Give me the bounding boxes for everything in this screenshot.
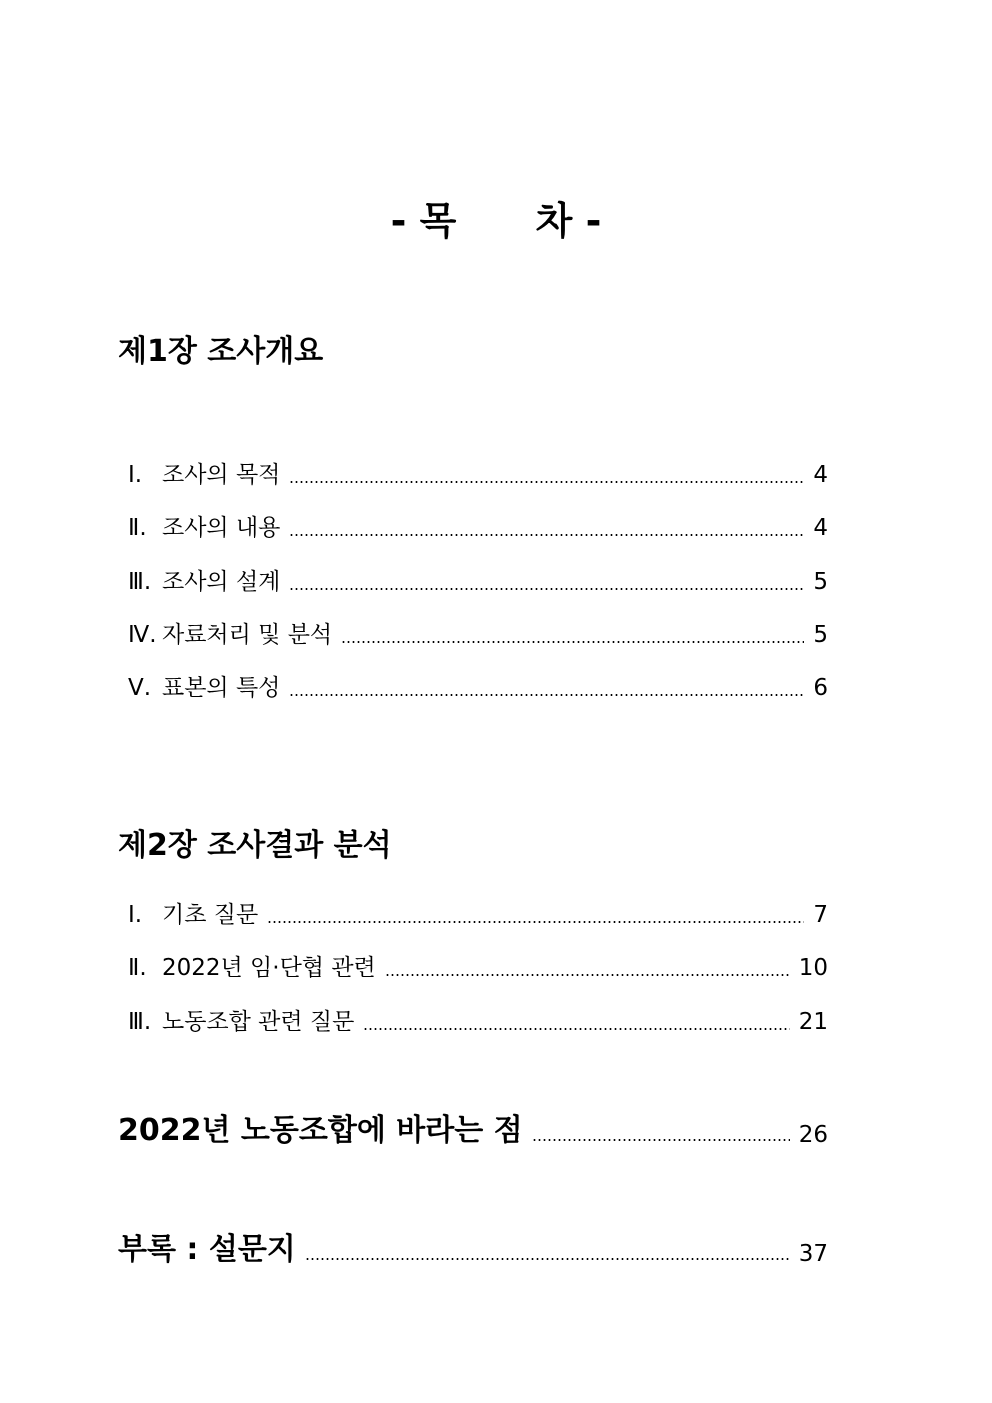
toc-entry-title: 노동조합 관련 질문 bbox=[162, 1009, 355, 1035]
toc-entry-label bbox=[118, 953, 376, 983]
dot-leader bbox=[363, 1028, 789, 1030]
toc-entry-page: 7 bbox=[813, 902, 828, 928]
dot-leader bbox=[289, 588, 804, 590]
toc-entry-2-1[interactable] bbox=[118, 890, 828, 930]
toc-entry-title: 2022년 노동조합에 바라는 점 bbox=[118, 1113, 523, 1148]
dot-leader bbox=[289, 694, 804, 696]
toc-entry-page: 4 bbox=[813, 462, 828, 488]
toc-entry-number: Ⅲ. bbox=[128, 569, 152, 595]
dot-leader bbox=[289, 534, 804, 536]
toc-entry-page: 6 bbox=[813, 675, 828, 701]
toc-entry-title: 자료처리 및 분석 bbox=[162, 622, 333, 648]
dot-leader bbox=[305, 1258, 790, 1260]
dot-leader bbox=[289, 481, 804, 483]
toc-entry-1-3[interactable] bbox=[118, 557, 828, 597]
toc-entry-page: 5 bbox=[813, 622, 828, 648]
dot-leader bbox=[341, 641, 804, 643]
dot-leader bbox=[532, 1139, 790, 1141]
toc-entry-label bbox=[118, 460, 280, 490]
toc-entry-2-3[interactable] bbox=[118, 997, 828, 1037]
toc-entry-title: 표본의 특성 bbox=[162, 675, 281, 701]
toc-entry-title: 기초 질문 bbox=[162, 902, 259, 928]
toc-entry-page: 21 bbox=[798, 1009, 828, 1035]
toc-entry-1-4[interactable] bbox=[118, 610, 828, 650]
toc-entry-number: Ⅰ. bbox=[128, 902, 143, 928]
toc-entry-page: 4 bbox=[813, 515, 828, 541]
toc-entry-appendix[interactable] bbox=[118, 1222, 828, 1270]
toc-entry-number: Ⅴ. bbox=[128, 675, 152, 701]
toc-entry-title: 조사의 내용 bbox=[162, 515, 281, 541]
toc-entry-1-5[interactable] bbox=[118, 663, 828, 703]
toc-entry-number: Ⅲ. bbox=[128, 1009, 152, 1035]
page-title: - 목 차 - bbox=[390, 199, 602, 243]
toc-entry-page: 26 bbox=[798, 1122, 828, 1148]
toc-entry-title: 조사의 목적 bbox=[162, 462, 281, 488]
toc-entry-label bbox=[118, 1007, 354, 1037]
toc-entry-page: 10 bbox=[798, 955, 828, 981]
toc-entry-wishes[interactable] bbox=[118, 1103, 828, 1151]
toc-entry-title: 조사의 설계 bbox=[162, 569, 281, 595]
toc-entry-page: 5 bbox=[813, 569, 828, 595]
toc-entry-2-2[interactable] bbox=[118, 943, 828, 983]
chapter2-heading: 제2장 조사결과 분석 bbox=[118, 828, 392, 863]
dot-leader bbox=[385, 974, 790, 976]
toc-entry-label bbox=[118, 567, 280, 597]
toc-entry-label bbox=[118, 620, 332, 650]
toc-entry-title: 2022년 임·단협 관련 bbox=[162, 955, 376, 981]
toc-entry-label bbox=[118, 673, 280, 703]
toc-entry-title: 부록 : 설문지 bbox=[118, 1232, 296, 1267]
toc-entry-number: Ⅱ. bbox=[128, 955, 147, 981]
toc-entry-number: Ⅰ. bbox=[128, 462, 143, 488]
chapter1-heading: 제1장 조사개요 bbox=[118, 334, 324, 369]
toc-entry-1-2[interactable] bbox=[118, 503, 828, 543]
toc-entry-number: Ⅳ. bbox=[128, 622, 157, 648]
toc-entry-label bbox=[118, 900, 258, 930]
toc-entry-number: Ⅱ. bbox=[128, 515, 147, 541]
toc-entry-page: 37 bbox=[798, 1241, 828, 1267]
toc-entry-1-1[interactable] bbox=[118, 450, 828, 490]
toc-entry-label bbox=[118, 513, 280, 543]
dot-leader bbox=[267, 921, 804, 923]
